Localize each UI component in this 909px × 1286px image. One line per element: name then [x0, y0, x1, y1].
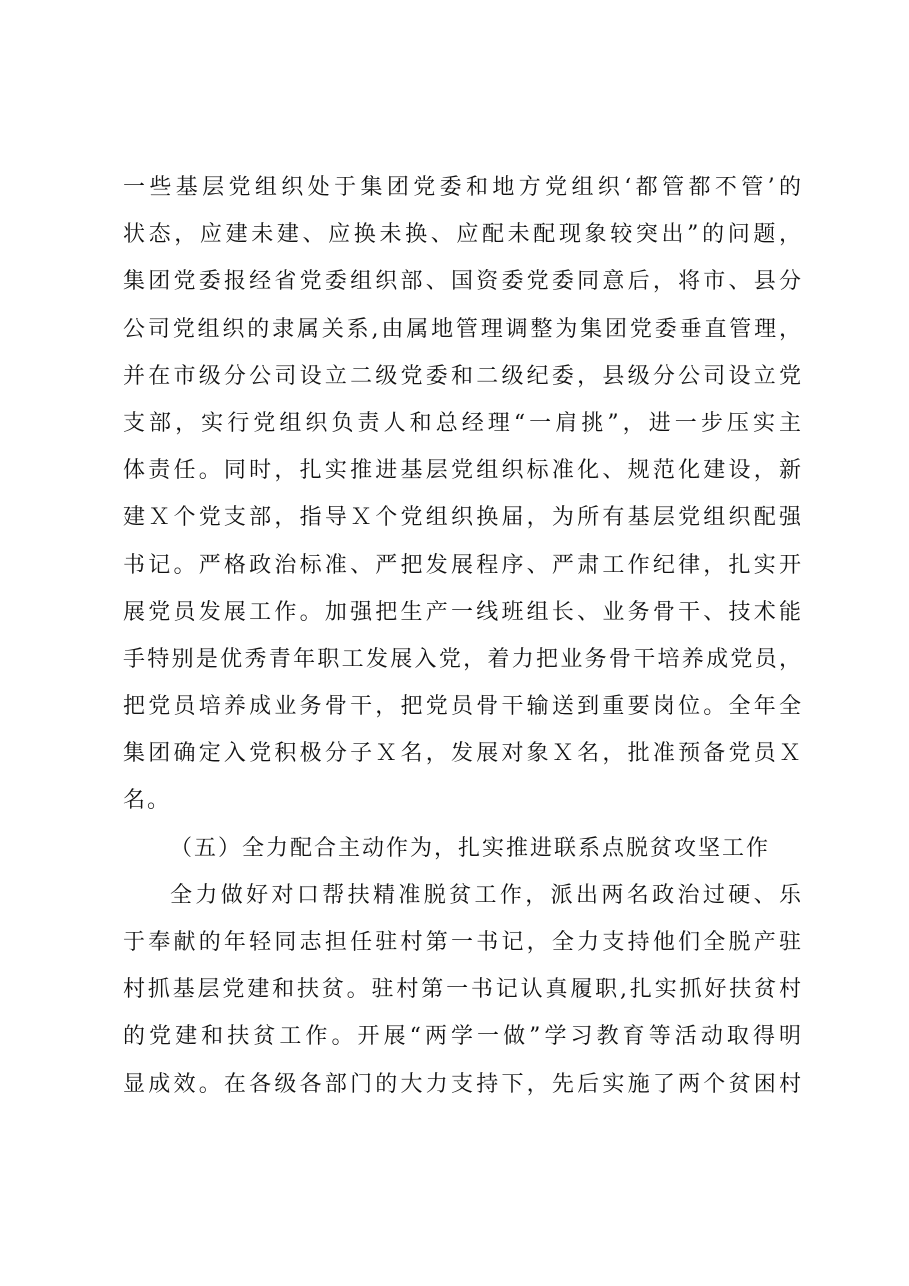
text-line: 于奉献的年轻同志担任驻村第一书记，全力支持他们全脱产驻 [123, 930, 803, 955]
section-heading: （五）全力配合主动作为，扎实推进联系点脱贫攻坚工作 [170, 835, 771, 861]
text-line: 手特别是优秀青年职工发展入党，着力把业务骨干培养成党员， [123, 646, 803, 672]
text-line: 并在市级分公司设立二级党委和二级纪委，县级分公司设立党 [123, 363, 803, 389]
text-line: 展党员发展工作。加强把生产一线班组长、业务骨干、技术能 [123, 599, 803, 625]
text-line: 公司党组织的隶属关系,由属地管理调整为集团党委垂直管理， [123, 316, 803, 342]
text-line: 全力做好对口帮扶精准脱贫工作，派出两名政治过硬、乐 [170, 882, 803, 908]
text-line: 建Ｘ个党支部，指导Ｘ个党组织换届，为所有基层党组织配强 [123, 505, 803, 531]
text-line: 显成效。在各级各部门的大力支持下，先后实施了两个贫困村 [123, 1071, 803, 1097]
text-line: 书记。严格政治标准、严把发展程序、严肃工作纪律，扎实开 [123, 552, 803, 578]
text-line: 状态，应建未建、应换未换、应配未配现象较突出”的问题， [123, 222, 803, 248]
text-line: 名。 [123, 788, 172, 814]
text-line: 一些基层党组织处于集团党委和地方党组织‘都管都不管’的 [123, 175, 803, 200]
text-line: 集团党委报经省党委组织部、国资委党委同意后，将市、县分 [123, 269, 803, 295]
text-line: 支部，实行党组织负责人和总经理“一肩挑”，进一步压实主 [123, 410, 803, 436]
text-line: 的党建和扶贫工作。开展“两学一做”学习教育等活动取得明 [123, 1024, 803, 1050]
text-line: 体责任。同时，扎实推进基层党组织标准化、规范化建设，新 [123, 458, 803, 484]
document-body [123, 164, 803, 1108]
text-line: 村抓基层党建和扶贫。驻村第一书记认真履职,扎实抓好扶贫村 [123, 977, 803, 1003]
text-line: 把党员培养成业务骨干，把党员骨干输送到重要岗位。全年全 [123, 694, 803, 720]
text-line: 集团确定入党积极分子Ｘ名，发展对象Ｘ名，批准预备党员Ｘ [123, 741, 803, 767]
